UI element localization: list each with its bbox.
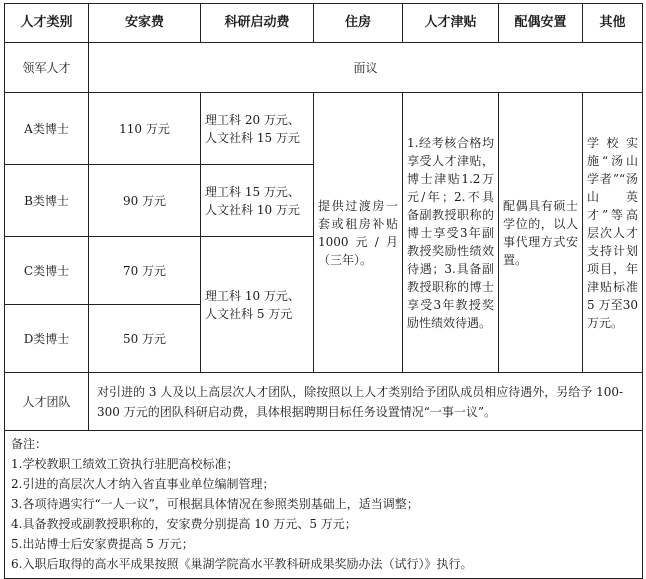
note-item: 2.引进的高层次人才纳入省直事业单位编制管理； [11,477,275,491]
research-value [201,165,314,237]
header-housing: 住房 [314,4,403,43]
research-line: 理工科 15 万元、 [205,184,300,199]
header-spouse: 配偶安置 [499,4,583,43]
row-label: B类博士 [5,165,89,237]
row-label: C类博士 [5,237,89,305]
settlement-value: 50 万元 [89,305,201,373]
leader-row [5,43,643,93]
header-row [5,4,643,43]
research-line: 理工科 20 万元、 [205,112,300,127]
team-label: 人才团队 [5,373,89,431]
talent-policy-table [4,3,643,579]
header-category: 人才类别 [5,4,89,43]
other-value: 学校实施“汤山学者”“汤山英才”等高层次人才支持计划项目，年津贴标准 5 万至30万元。 [583,93,643,373]
research-line: 理工科 10 万元、 [205,288,300,303]
header-allowance: 人才津贴 [403,4,499,43]
header-settlement: 安家费 [89,4,201,43]
allowance-value: 1.经考核合格均享受人才津贴，博士津贴1.2万元/年；2.不具备副教授职称的博士享受3年副教授奖励性绩效待遇；3.具备副教授职称的博士享受3年教授奖励性绩效待遇。 [403,93,499,373]
header-other: 其他 [583,4,643,43]
note-item: 6.入职后取得的高水平成果按照《巢湖学院高水平教科研成果奖励办法（试行）》执行。 [11,557,473,571]
note-item: 4.具备教授或副教授职称的，安家费分别提高 10 万元、5 万元； [11,517,357,531]
note-item: 5.出站博士后安家费提高 5 万元； [11,537,194,551]
note-item: 1.学校教职工绩效工资执行驻肥高校标准； [11,457,239,471]
leader-value: 面议 [89,43,643,93]
team-text: 对引进的 3 人及以上高层次人才团队，除按照以上人才类别给予团队成员相应待遇外，另给予 100-300 万元的团队科研启动费，具体根据聘期目标任务设置情况“一事一议”。 [89,373,643,431]
team-row [5,373,643,431]
row-label: A类博士 [5,93,89,165]
research-value [201,237,314,373]
notes-row [5,431,643,579]
settlement-value: 90 万元 [89,165,201,237]
notes-title: 备注： [11,437,48,451]
note-item: 3.各项待遇实行“一人一议”，可根据具体情况在参照类别基础上，适当调整； [11,497,419,511]
notes-cell [5,431,643,579]
research-value [201,93,314,165]
spouse-value: 配偶具有硕士学位的，以人事代理方式安置。 [499,93,583,373]
research-line: 人文社科 5 万元 [205,306,293,321]
settlement-value: 110 万元 [89,93,201,165]
housing-value: 提供过渡房一套或租房补贴1000元/月（三年）。 [314,93,403,373]
settlement-value: 70 万元 [89,237,201,305]
leader-label: 领军人才 [5,43,89,93]
row-label: D类博士 [5,305,89,373]
research-line: 人文社科 10 万元 [205,202,300,217]
table-row [5,93,643,165]
header-research: 科研启动费 [201,4,314,43]
research-line: 人文社科 15 万元 [205,130,300,145]
